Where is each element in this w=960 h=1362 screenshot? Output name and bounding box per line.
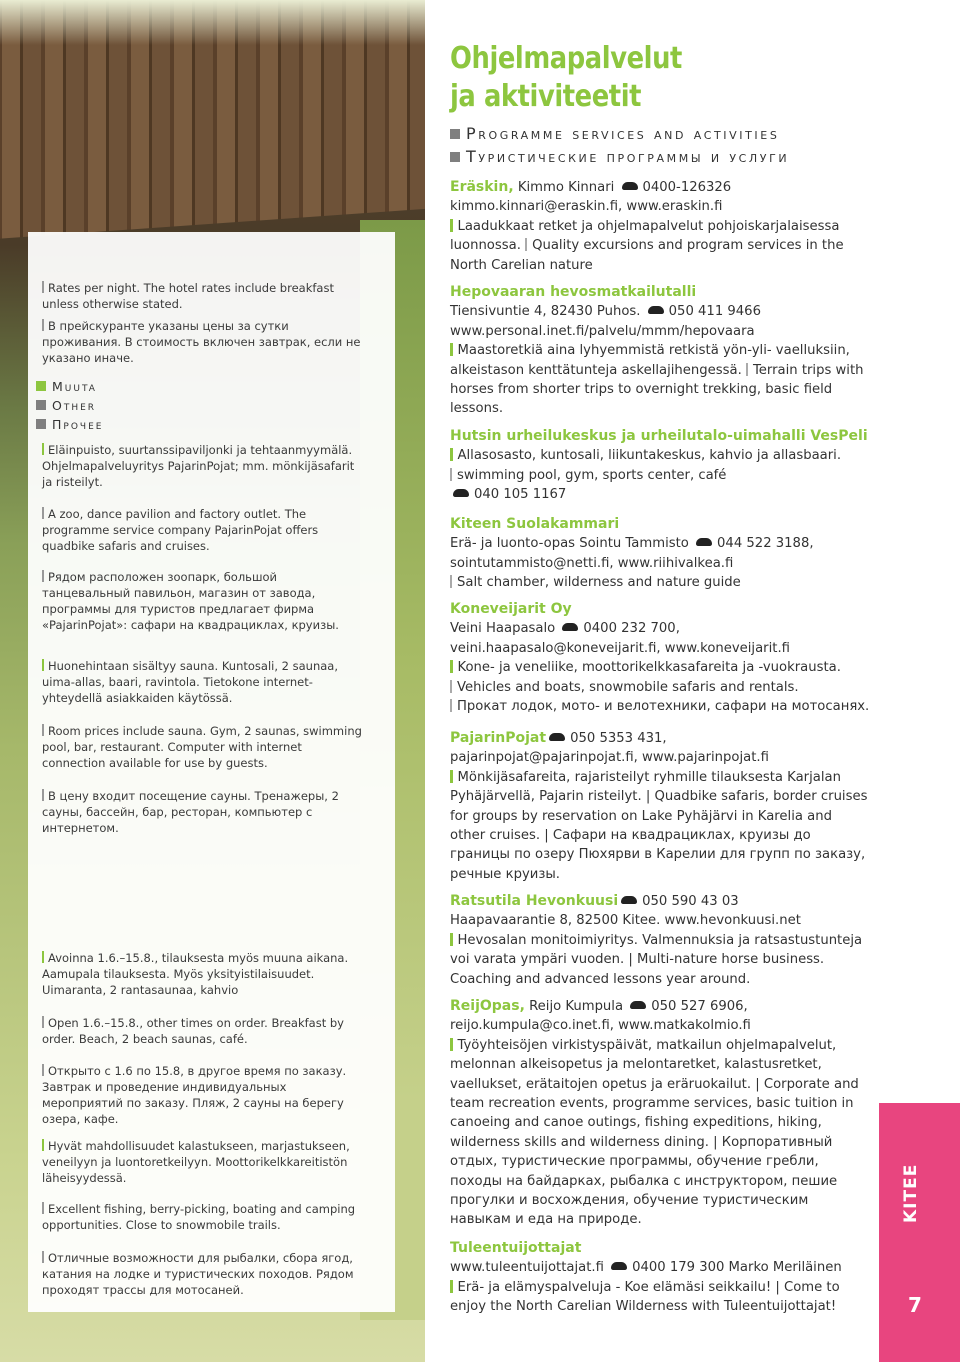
category-en: Other xyxy=(36,396,103,415)
subtitle-en: Programme services and activities xyxy=(450,124,779,144)
block-fi-2: Huonehintaan sisältyy sauna. Kuntosali, 2 saunaa, uima-allas, baari, ravintola. Tietokone internet-yhteydellä asiakkaiden käytössä. xyxy=(42,659,338,705)
divider-mark xyxy=(42,1064,44,1076)
divider-mark xyxy=(450,933,453,946)
entry-name: ReijOpas, xyxy=(450,998,525,1014)
divider-mark xyxy=(42,443,44,455)
section-name: KITEE xyxy=(901,1163,921,1223)
category-fi: Muuta xyxy=(36,377,103,396)
block-ru-1: Рядом расположен зоопарк, большой танцевальный павильон, магазин от завода, программы для туристов предлагает фирма «PajarinPojat»: сафари на квадрациклах, круизы. xyxy=(42,570,339,632)
divider-mark xyxy=(42,951,44,963)
divider-mark xyxy=(42,319,44,331)
divider-mark xyxy=(42,1139,44,1151)
divider-mark xyxy=(42,507,44,519)
divider-mark xyxy=(450,219,453,232)
entry-name: Hutsin urheilukeskus ja urheilutalo-uimahalli VesPeli xyxy=(450,428,868,444)
contact-line[interactable]: veini.haapasalo@koneveijarit.fi, www.koneveijarit.fi xyxy=(450,640,790,656)
entry-name: Kiteen Suolakammari xyxy=(450,516,620,532)
divider-mark xyxy=(450,448,453,461)
divider-mark xyxy=(450,1038,453,1051)
block-en-2: Room prices include sauna. Gym, 2 saunas, swimming pool, bar, restaurant. Computer with internet connection available for use by guests. xyxy=(42,724,362,770)
entry-name: PajarinPojat xyxy=(450,730,547,746)
contact-line[interactable]: sointutammisto@netti.fi, www.riihivalkea.fi xyxy=(450,555,734,571)
entry-name: Koneveijarit Oy xyxy=(450,601,572,617)
divider-mark xyxy=(42,281,44,293)
divider-mark xyxy=(450,770,453,783)
entry-name: Hepovaaran hevosmatkailutalli xyxy=(450,284,697,300)
contact-line[interactable]: pajarinpojat@pajarinpojat.fi, www.pajarinpojat.fi xyxy=(450,750,769,766)
block-fi-4: Hyvät mahdollisuudet kalastukseen, marjastukseen, veneilyyn ja luontoretkeilyyn. Moottorikelkkareitistön läheisyydessä. xyxy=(42,1139,350,1185)
block-ru-4: Отличные возможности для рыбалки, сбора ягод, катания на лодке и туристических походов. Рядом проходят трассы для мотосаней. xyxy=(42,1251,354,1297)
entry-hepovaara: Hepovaaran hevosmatkailutalli Tiensivuntie 4, 82430 Puhos. 050 411 9466 www.personal.inet.fi/palvelu/mmm/hepovaara Maastoretkiä aina lyhyemmistä retkistä yön-yli- vaelluksiin, alkeistason kenttätunteja askellajihengessä. Terrain trips with horses from shorter trips to overnight trekking, basic field lessons. xyxy=(450,284,864,417)
rates-ru: В прейскуранте указаны цены за сутки проживания. В стоимость включен завтрак, если не указано иначе. xyxy=(42,319,361,365)
divider-mark xyxy=(450,468,452,481)
divider-mark xyxy=(450,680,452,693)
contact-line[interactable]: www.personal.inet.fi/palvelu/mmm/hepovaara xyxy=(450,323,755,339)
entry-name: Tuleentuijottajat xyxy=(450,1240,582,1256)
entry-hutsin: Hutsin urheilukeskus ja urheilutalo-uimahalli VesPeli Allasosasto, kuntosali, liikuntakeskus, kahvio ja allasbaari. swimming pool, gym, sports center, café 040 105 1167 xyxy=(450,428,868,503)
entry-eraskin: Eräskin, Kimmo Kinnari 0400-126326 kimmo.kinnari@eraskin.fi, www.eraskin.fi Laadukkaat retket ja ohjelmapalvelut pohjoiskarjalaisessa luonnossa. Quality excursions and program services in the North Carelian nature xyxy=(450,179,844,273)
phone-icon xyxy=(549,733,565,741)
phone-icon xyxy=(562,623,578,631)
grey-square-icon xyxy=(36,400,46,410)
phone-icon xyxy=(648,306,664,314)
divider-mark xyxy=(746,363,748,376)
divider-mark xyxy=(525,238,527,251)
contact-line[interactable]: kimmo.kinnari@eraskin.fi, www.eraskin.fi xyxy=(450,199,723,215)
block-fi-1: Eläinpuisto, suurtanssipaviljonki ja tehtaanmyymälä. Ohjelmapalveluyritys PajarinPojat; mm. mönkijäsafarit ja risteilyt. xyxy=(42,443,355,489)
divider-mark xyxy=(450,660,453,673)
phone-icon xyxy=(696,538,712,546)
phone-icon xyxy=(621,896,637,904)
green-square-icon xyxy=(36,381,46,391)
phone-icon xyxy=(611,1262,627,1270)
phone-icon xyxy=(630,1001,646,1009)
entry-reijopas: ReijOpas, Reijo Kumpula 050 527 6906, reijo.kumpula@co.inet.fi, www.matkakolmio.fi Työyhteisöjen virkistyspäivät, matkailun ohjelmapalvelut, melonnan alkeisopetus ja melontaretket, kalastusretket, vaellukset, erätaitojen opetus ja eräruokailut. | Corporate and team recreation events, programme services, basic tuition in canoeing and canoe outings, fishing expeditions, hiking, wilderness skills and wilderness dining. | Корпоративный отдых, туристические программы, обучение гребли, походы на байдарках, рыбалка с инструктором, пешие прогулки и восхождения, обучение туристическим навыкам и еда на природе. xyxy=(450,998,859,1228)
grey-square-icon xyxy=(450,152,460,162)
divider-mark xyxy=(42,659,44,671)
page-title xyxy=(450,40,682,116)
phone-icon xyxy=(453,489,469,497)
entry-name: Eräskin, xyxy=(450,179,514,195)
block-fi-3: Avoinna 1.6.–15.8., tilauksesta myös muuna aikana. Aamupala tilauksesta. Myös yksityistilaisuudet. Uimaranta, 2 rantasaunaa, kahvio xyxy=(42,951,349,997)
grey-square-icon xyxy=(36,419,46,429)
category-ru: Прочее xyxy=(36,415,103,434)
entry-pajarinpojat: PajarinPojat 050 5353 431, pajarinpojat@pajarinpojat.fi, www.pajarinpojat.fi Mönkijäsafareita, rajaristeilyt ryhmille tilauksesta Karjalan Pyhäjärvellä, Pajarin risteilyt. | Quadbike safaris, border cruises for groups by reservation on Lake Pyhäjärvi in Karelia and other cruises. | Сафари на квадрациклах, круизы до границы по озеру Пюхярви в Карелии для групп по заказу, речные круизы. xyxy=(450,730,868,882)
entry-name: Ratsutila Hevonkuusi xyxy=(450,893,619,909)
contact-line[interactable]: reijo.kumpula@co.inet.fi, www.matkakolmio.fi xyxy=(450,1018,751,1034)
contact-line[interactable]: www.tuleentuijottajat.fi xyxy=(450,1260,609,1276)
contact-line[interactable]: Haapavaarantie 8, 82500 Kitee. www.hevonkuusi.net xyxy=(450,913,801,929)
divider-mark xyxy=(450,699,452,712)
divider-mark xyxy=(450,1280,453,1293)
divider-mark xyxy=(450,575,452,588)
entry-ratsutila: Ratsutila Hevonkuusi 050 590 43 03 Haapavaarantie 8, 82500 Kitee. www.hevonkuusi.net Hevosalan monitoimiyritys. Valmennuksia ja ratsastustunteja voi varata ympäri vuoden. | Multi-nature horse business. Coaching and advanced lessons year around. xyxy=(450,893,863,987)
category-heading xyxy=(36,377,103,434)
divider-mark xyxy=(42,1202,44,1214)
entry-tuleentuijottajat: Tuleentuijottajat www.tuleentuijottajat.fi 0400 179 300 Marko Meriläinen Erä- ja elämyspalveluja - Koe elämäsi seikkailu! | Come to enjoy the North Carelian Wilderness with Tuleentuijottajat! xyxy=(450,1240,842,1315)
grey-square-icon xyxy=(450,129,460,139)
title-line-2: ja aktiviteetit xyxy=(450,79,642,114)
block-en-4: Excellent fishing, berry-picking, boating and camping opportunities. Close to snowmobile trails. xyxy=(42,1202,356,1232)
block-en-1: A zoo, dance pavilion and factory outlet. The programme service company PajarinPojat offers quadbike safaris and cruises. xyxy=(42,507,319,553)
rates-en: Rates per night. The hotel rates include breakfast unless otherwise stated. xyxy=(42,281,334,311)
divider-mark xyxy=(42,724,44,736)
photo-eave xyxy=(0,0,425,45)
block-en-3: Open 1.6.–15.8., other times on order. Breakfast by order. Beach, 2 beach saunas, café. xyxy=(42,1016,344,1046)
page-number: 7 xyxy=(908,1293,922,1317)
divider-mark xyxy=(42,570,44,582)
entry-suolakammari: Kiteen Suolakammari Erä- ja luonto-opas Sointu Tammisto 044 522 3188, sointutammisto@netti.fi, www.riihivalkea.fi Salt chamber, wilderness and nature guide xyxy=(450,516,814,591)
divider-mark xyxy=(42,1016,44,1028)
title-line-1: Ohjelmapalvelut xyxy=(450,41,682,76)
block-ru-2: В цену входит посещение сауны. Тренажеры, 2 сауны, бассейн, бар, ресторан, компьютер с интернетом. xyxy=(42,789,339,835)
subtitle-ru: Туристические программы и услуги xyxy=(450,147,789,167)
cover-photo xyxy=(0,0,425,1362)
phone-icon xyxy=(622,182,638,190)
divider-mark xyxy=(42,789,44,801)
entry-koneveijarit: Koneveijarit Oy Veini Haapasalo 0400 232 700, veini.haapasalo@koneveijarit.fi, www.koneveijarit.fi Kone- ja veneliike, moottorikelkkasafareita ja -vuokrausta. Vehicles and boats, snowmobile safaris and rentals. Прокат лодок, мото- и велотехники, сафари на мотосанях. xyxy=(450,601,870,715)
divider-mark xyxy=(42,1251,44,1263)
info-card xyxy=(28,232,395,1312)
block-ru-3: Открыто с 1.6 по 15.8, в другое время по заказу. Завтрак и проведение индивидуальных мероприятий по заказу. Пляж, 2 сауны на берегу озера, кафе. xyxy=(42,1064,347,1126)
section-tab xyxy=(879,1103,960,1362)
divider-mark xyxy=(450,343,453,356)
